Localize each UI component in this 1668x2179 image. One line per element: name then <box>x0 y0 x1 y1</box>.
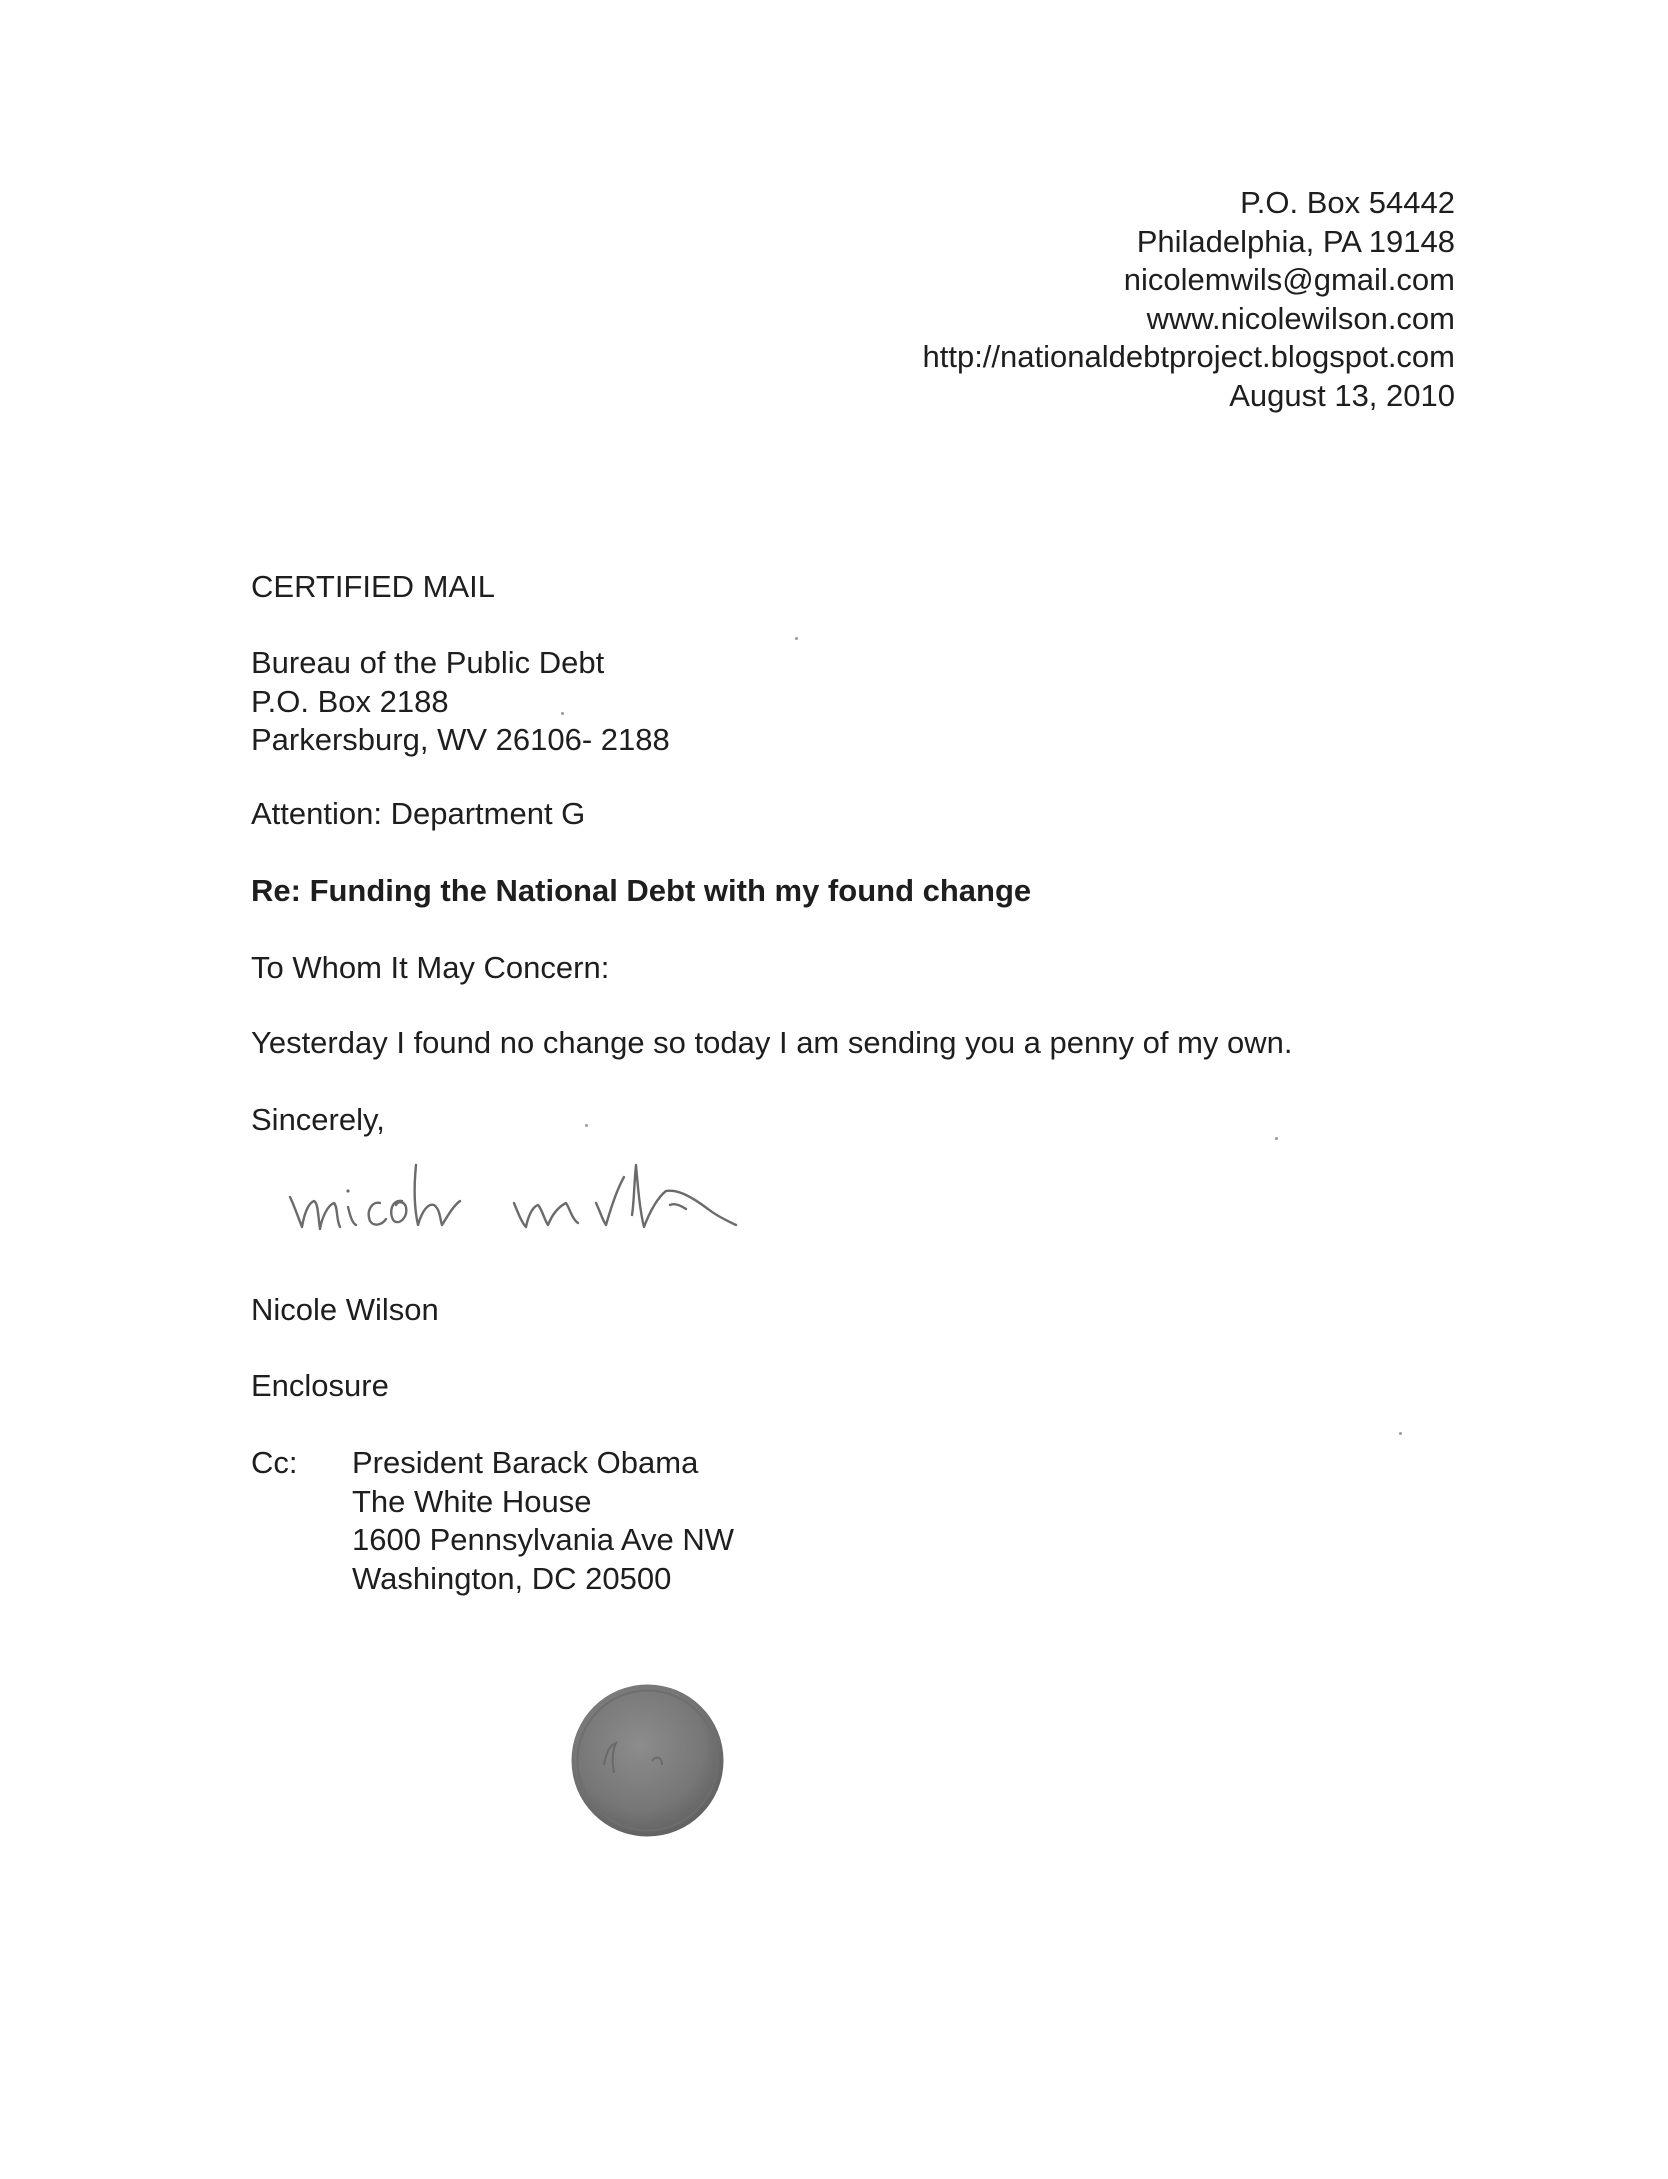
letter-date: August 13, 2010 <box>1229 377 1455 413</box>
cc-recipient-street: 1600 Pennsylvania Ave NW <box>352 1522 734 1557</box>
penny-coin-icon <box>570 1683 725 1838</box>
subject-line: Re: Funding the National Debt with my found change <box>251 873 1032 908</box>
handwritten-signature <box>282 1145 812 1265</box>
scan-speck <box>585 1124 588 1127</box>
cc-recipient-city-state-zip: Washington, DC 20500 <box>352 1560 672 1596</box>
recipient-city-state-zip: Parkersburg, WV 26106- 2188 <box>251 722 670 757</box>
delivery-method: CERTIFIED MAIL <box>251 569 496 604</box>
scan-speck <box>1399 1432 1402 1435</box>
sender-website: www.nicolewilson.com <box>1146 300 1455 336</box>
cc-recipient-name: President Barack Obama <box>352 1445 699 1480</box>
scan-speck <box>561 712 564 715</box>
cc-label: Cc: <box>251 1445 298 1480</box>
salutation: To Whom It May Concern: <box>251 950 610 985</box>
sender-address-block <box>922 184 1455 415</box>
recipient-address-block <box>251 644 670 760</box>
recipient-po-box: P.O. Box 2188 <box>251 683 449 719</box>
sender-po-box: P.O. Box 54442 <box>1240 185 1455 220</box>
cc-recipient-building: The White House <box>352 1483 592 1519</box>
closing: Sincerely, <box>251 1102 385 1137</box>
sender-email: nicolemwils@gmail.com <box>1123 262 1455 297</box>
recipient-name: Bureau of the Public Debt <box>251 645 605 680</box>
sender-city-state-zip: Philadelphia, PA 19148 <box>1136 223 1455 259</box>
signer-name: Nicole Wilson <box>251 1292 439 1327</box>
sender-blog-url: http://nationaldebtproject.blogspot.com <box>922 339 1455 374</box>
attention-line: Attention: Department G <box>251 796 586 831</box>
enclosure-notation: Enclosure <box>251 1368 389 1403</box>
letter-body: Yesterday I found no change so today I am sending you a penny of my own. <box>251 1025 1293 1060</box>
scan-speck <box>1275 1137 1278 1140</box>
scan-speck <box>795 637 798 640</box>
cc-address <box>352 1444 734 1598</box>
